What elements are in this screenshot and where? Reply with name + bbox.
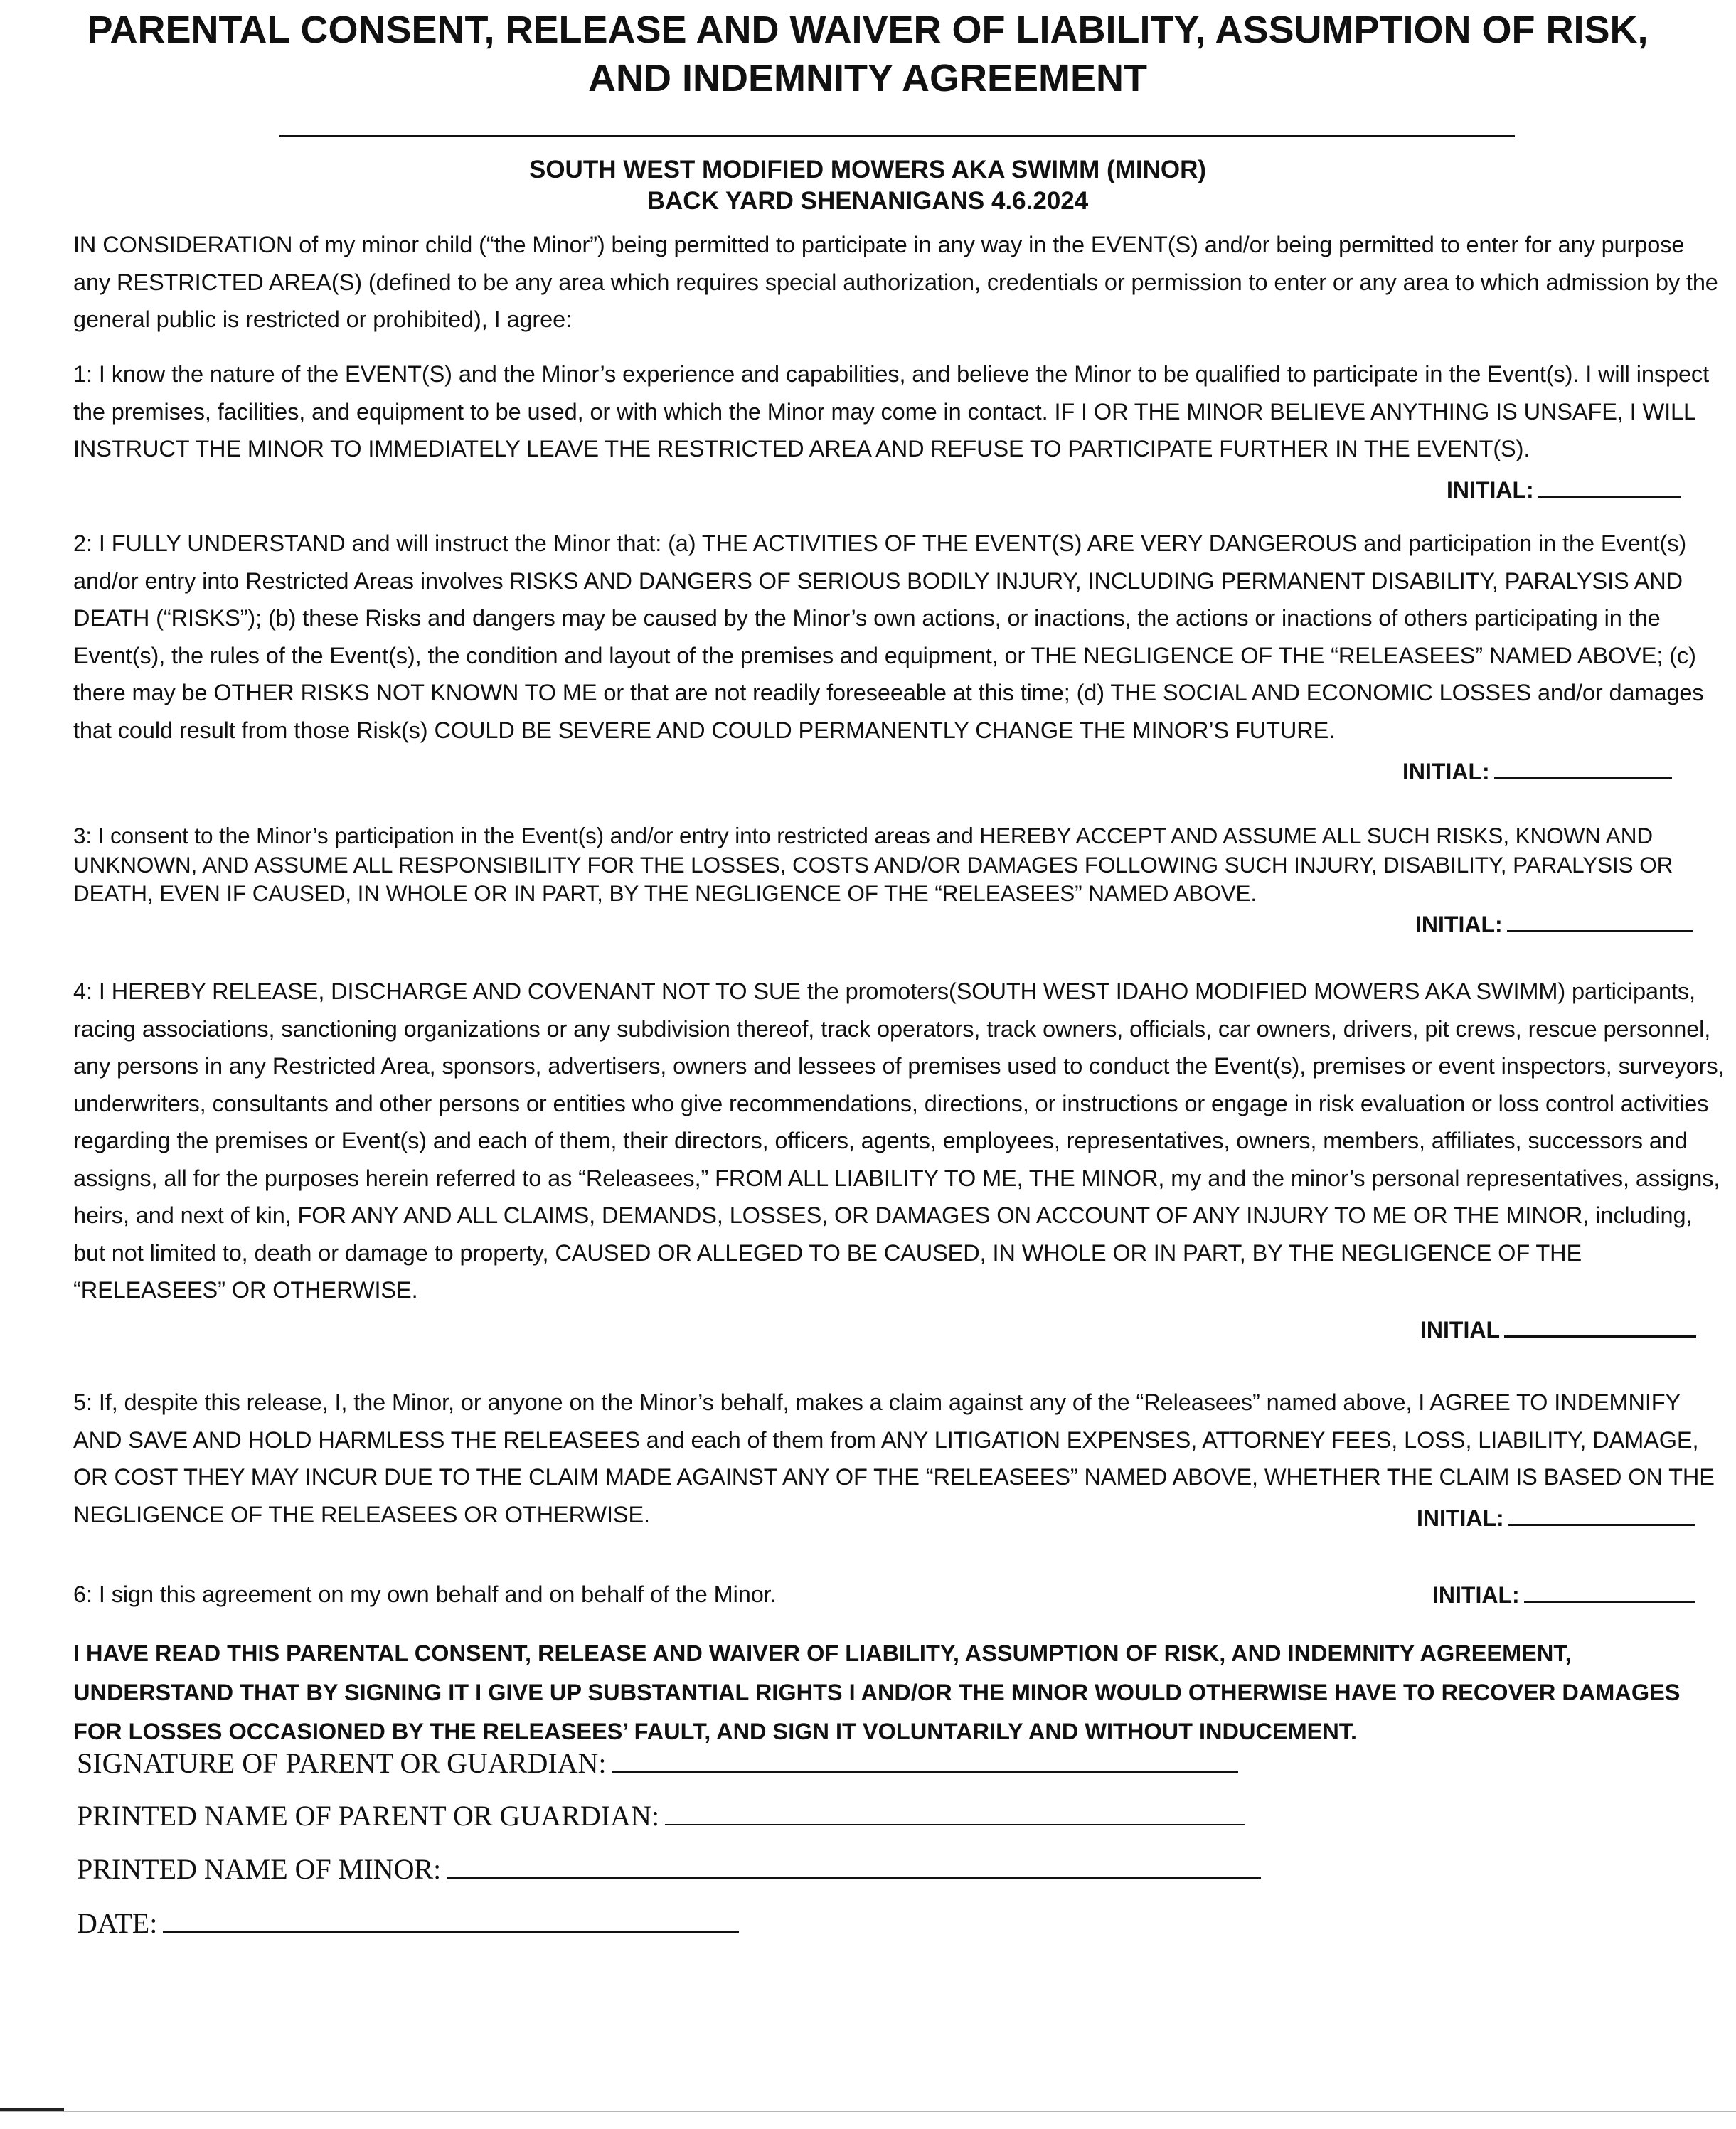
clause-3: 3: I consent to the Minor’s participation in the Event(s) and/or entry into restricted areas and HEREBY ACCEPT AND ASSUME ALL SUCH RISKS, KNOWN AND UNKNOWN, AND ASSUME ALL RESPONSIBILITY FOR THE LOSSES, COSTS AND/OR DAMAGES FOLLOWING SUCH INJURY, DISABILITY, PARALYSIS OR DEATH, EVEN IF CAUSED, IN WHOLE OR IN PART, BY THE NEGLIGENCE OF THE “RELEASEES” NAMED ABOVE.	[73, 823, 1673, 906]
initial-blank[interactable]	[1524, 1579, 1695, 1603]
initial-blank[interactable]	[1494, 756, 1672, 779]
title-divider	[279, 135, 1515, 137]
initial-label: INITIAL:	[1417, 1505, 1504, 1531]
parent-name-label: PRINTED NAME OF PARENT OR GUARDIAN:	[77, 1800, 659, 1832]
parent-name-field[interactable]	[665, 1798, 1245, 1825]
clause-1-initial	[1447, 474, 1681, 504]
event-subtitle: BACK YARD SHENANIGANS 4.6.2024	[646, 187, 1089, 215]
acknowledgement-statement: I HAVE READ THIS PARENTAL CONSENT, RELEASE AND WAIVER OF LIABILITY, ASSUMPTION OF RISK, AND INDEMNITY AGREEMENT, UNDERSTAND THAT BY SIGNING IT I GIVE UP SUBSTANTIAL RIGHTS I AND/OR THE MINOR WOULD OTHERWISE HAVE TO RECOVER DAMAGES FOR LOSSES OCCASIONED BY THE RELEASEES’ FAULT, AND SIGN IT VOLUNTARILY AND WITHOUT INDUCEMENT.	[73, 1640, 1681, 1744]
date-label: DATE:	[77, 1907, 158, 1939]
initial-label: INITIAL:	[1415, 912, 1503, 937]
scan-edge-mark	[0, 2108, 64, 2111]
clause-6-initial	[1432, 1579, 1695, 1609]
minor-name-field[interactable]	[447, 1852, 1261, 1879]
initial-blank[interactable]	[1504, 1314, 1696, 1338]
scan-edge-line	[0, 2111, 1736, 2112]
clause-5-initial	[1417, 1503, 1695, 1532]
initial-blank[interactable]	[1507, 909, 1693, 932]
clause-1: 1: I know the nature of the EVENT(S) and the Minor’s experience and capabilities, and believe the Minor to be qualified to participate in the Event(s). I will inspect the premises, facilities, and equipment to be used, or with which the Minor may come in contact. IF I OR THE MINOR BELIEVE ANYTHING IS UNSAFE, I WILL INSTRUCT THE MINOR TO IMMEDIATELY LEAVE THE RESTRICTED AREA AND REFUSE TO PARTICIPATE FURTHER IN THE EVENT(S).	[73, 361, 1709, 461]
initial-label: INITIAL	[1420, 1317, 1500, 1343]
document-title: PARENTAL CONSENT, RELEASE AND WAIVER OF LIABILITY, ASSUMPTION OF RISK, AND INDEMNITY AGREEMENT	[87, 9, 1649, 100]
parent-signature-label: SIGNATURE OF PARENT OR GUARDIAN:	[77, 1747, 607, 1779]
minor-name-label: PRINTED NAME OF MINOR:	[77, 1853, 442, 1885]
clause-5: 5: If, despite this release, I, the Minor, or anyone on the Minor’s behalf, makes a claim against any of the “Releasees” named above, I AGREE TO INDEMNIFY AND SAVE AND HOLD HARMLESS THE RELEASEES and each of them from ANY LITIGATION EXPENSES, ATTORNEY FEES, LOSS, LIABILITY, DAMAGE, OR COST THEY MAY INCUR DUE TO THE CLAIM MADE AGAINST ANY OF THE “RELEASEES” NAMED ABOVE, WHETHER THE CLAIM IS BASED ON THE NEGLIGENCE OF THE RELEASEES OR OTHERWISE.	[73, 1389, 1715, 1527]
clause-4: 4: I HEREBY RELEASE, DISCHARGE AND COVENANT NOT TO SUE the promoters(SOUTH WEST IDAHO MODIFIED MOWERS AKA SWIMM) participants, racing associations, sanctioning organizations or any subdivision thereof, track operators, track owners, officials, car owners, drivers, pit crews, rescue personnel, any persons in any Restricted Area, sponsors, advertisers, owners and lessees of premises used to conduct the Event(s), premises or event inspectors, surveyors, underwriters, consultants and other persons or entities who give recommendations, directions, or instructions or engage in risk evaluation or loss control activities regarding the premises or Event(s) and each of them, their directors, officers, agents, employees, representatives, owners, members, affiliates, successors and assigns, all for the purposes herein referred to as “Releasees,” FROM ALL LIABILITY TO ME, THE MINOR, my and the minor’s personal representatives, assigns, heirs, and next of kin, FOR ANY AND ALL CLAIMS, DEMANDS, LOSSES, OR DAMAGES ON ACCOUNT OF ANY INJURY TO ME OR THE MINOR, including, but not limited to, death or damage to property, CAUSED OR ALLEGED TO BE CAUSED, IN WHOLE OR IN PART, BY THE NEGLIGENCE OF THE “RELEASEES” OR OTHERWISE.	[73, 978, 1725, 1303]
initial-blank[interactable]	[1538, 474, 1681, 498]
initial-label: INITIAL:	[1402, 759, 1490, 784]
clause-2-initial	[1402, 756, 1672, 786]
parent-signature-field[interactable]	[612, 1746, 1238, 1773]
parent-signature-row	[77, 1746, 1238, 1781]
organization-subtitle: SOUTH WEST MODIFIED MOWERS AKA SWIMM (MINOR)	[528, 156, 1207, 183]
clause-4-initial	[1420, 1314, 1696, 1344]
intro-paragraph: IN CONSIDERATION of my minor child (“the Minor”) being permitted to participate in any way in the EVENT(S) and/or being permitted to enter for any purpose any RESTRICTED AREA(S) (defined to be any area which requires special authorization, credentials or permission to enter or any area to which admission by the general public is restricted or prohibited), I agree:	[73, 232, 1718, 332]
clause-2: 2: I FULLY UNDERSTAND and will instruct the Minor that: (a) THE ACTIVITIES OF THE EVENT(S) ARE VERY DANGEROUS and participation in the Event(s) and/or entry into Restricted Areas involves RISKS AND DANGERS OF SERIOUS BODILY INJURY, INCLUDING PERMANENT DISABILITY, PARALYSIS AND DEATH (“RISKS”); (b) these Risks and dangers may be caused by the Minor’s own actions, or inactions, the actions or inactions of others participating in the Event(s), the rules of the Event(s), the condition and layout of the premises and equipment, or THE NEGLIGENCE OF THE “RELEASEES” NAMED ABOVE; (c) there may be OTHER RISKS NOT KNOWN TO ME or that are not readily foreseeable at this time; (d) THE SOCIAL AND ECONOMIC LOSSES and/or damages that could result from those Risk(s) COULD BE SEVERE AND COULD PERMANENTLY CHANGE THE MINOR’S FUTURE.	[73, 530, 1704, 743]
clause-3-initial	[1415, 909, 1693, 939]
minor-name-row	[77, 1852, 1261, 1887]
date-row	[77, 1906, 739, 1941]
parent-name-row	[77, 1798, 1245, 1833]
initial-blank[interactable]	[1508, 1503, 1695, 1526]
initial-label: INITIAL:	[1432, 1582, 1520, 1608]
clause-6: 6: I sign this agreement on my own behalf and on behalf of the Minor.	[73, 1581, 777, 1607]
date-field[interactable]	[163, 1906, 739, 1933]
initial-label: INITIAL:	[1447, 477, 1534, 503]
